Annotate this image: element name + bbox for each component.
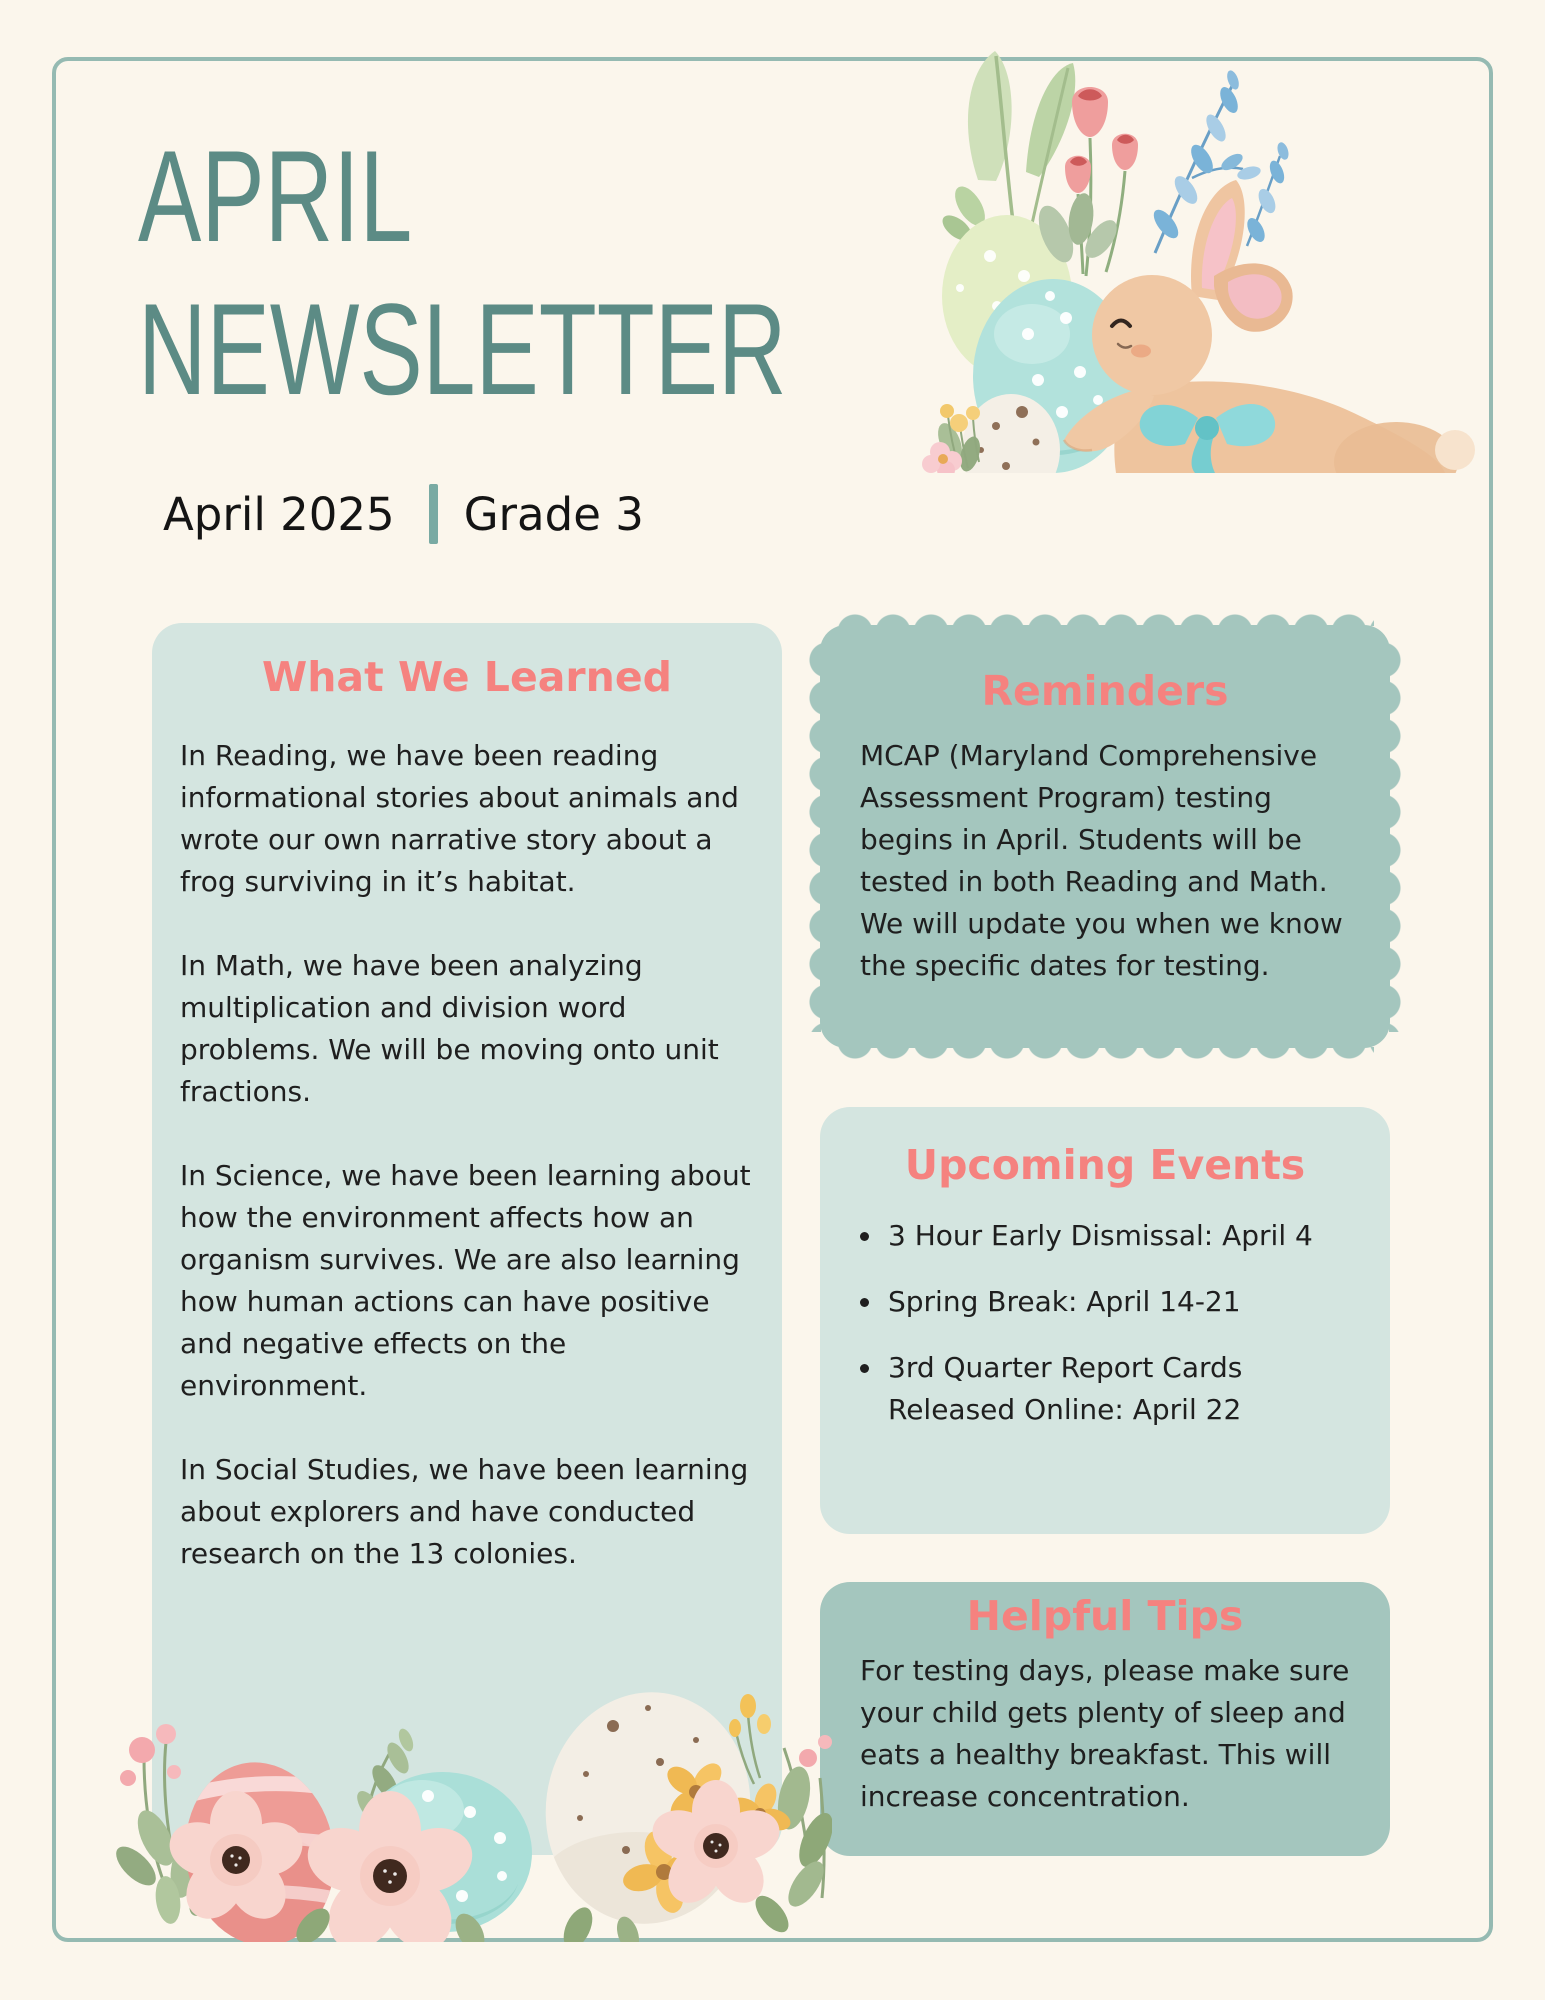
card-what-we-learned [152, 623, 782, 1855]
reminders-body: MCAP (Maryland Comprehensive Assessment Program) testing begins in April. Students will be tested in both Reading and Math. We will update you when we know the specific dates for testing. [860, 739, 1343, 982]
divider-bar [429, 484, 438, 544]
issue-info [163, 482, 644, 546]
event-item: • 3 Hour Early Dismissal: April 4 [884, 1215, 1356, 1257]
learned-paragraph-science: In Science, we have been learning about how the environment affects how an organism survives. We are also learning how human actions can have positive and negative effects on the environment. [180, 1159, 751, 1402]
easter-eggs-illustration [108, 1688, 832, 1942]
title-line-2: NEWSLETTER [138, 276, 787, 423]
tips-body: For testing days, please make sure your child gets plenty of sleep and eats a healthy breakfast. This will increase concentration. [860, 1654, 1350, 1813]
reminders-heading: Reminders [981, 667, 1229, 715]
card-helpful-tips [820, 1582, 1390, 1856]
learned-paragraph-reading: In Reading, we have been reading informational stories about animals and wrote our own narrative story about a frog surviving in it’s habitat. [180, 739, 739, 898]
page-title [138, 120, 787, 427]
event-item: • Spring Break: April 14-21 [884, 1281, 1356, 1323]
helpful-tips-heading: Helpful Tips [966, 1592, 1244, 1640]
learned-paragraph-math: In Math, we have been analyzing multiplication and division word problems. We will be moving onto unit fractions. [180, 949, 719, 1108]
card-upcoming-events [820, 1107, 1390, 1534]
upcoming-events-heading: Upcoming Events [904, 1141, 1306, 1189]
event-item: • 3rd Quarter Report Cards Released Online: April 22 [884, 1347, 1356, 1431]
grade-label: Grade 3 [463, 487, 644, 541]
card-reminders [820, 625, 1390, 1048]
easter-bunny-illustration [800, 38, 1500, 473]
what-we-learned-heading: What We Learned [262, 653, 672, 701]
issue-date: April 2025 [163, 487, 395, 541]
title-line-1: APRIL [138, 123, 413, 269]
learned-paragraph-social-studies: In Social Studies, we have been learning about explorers and have conducted research on the 13 colonies. [180, 1453, 749, 1570]
events-list [854, 1215, 1356, 1431]
